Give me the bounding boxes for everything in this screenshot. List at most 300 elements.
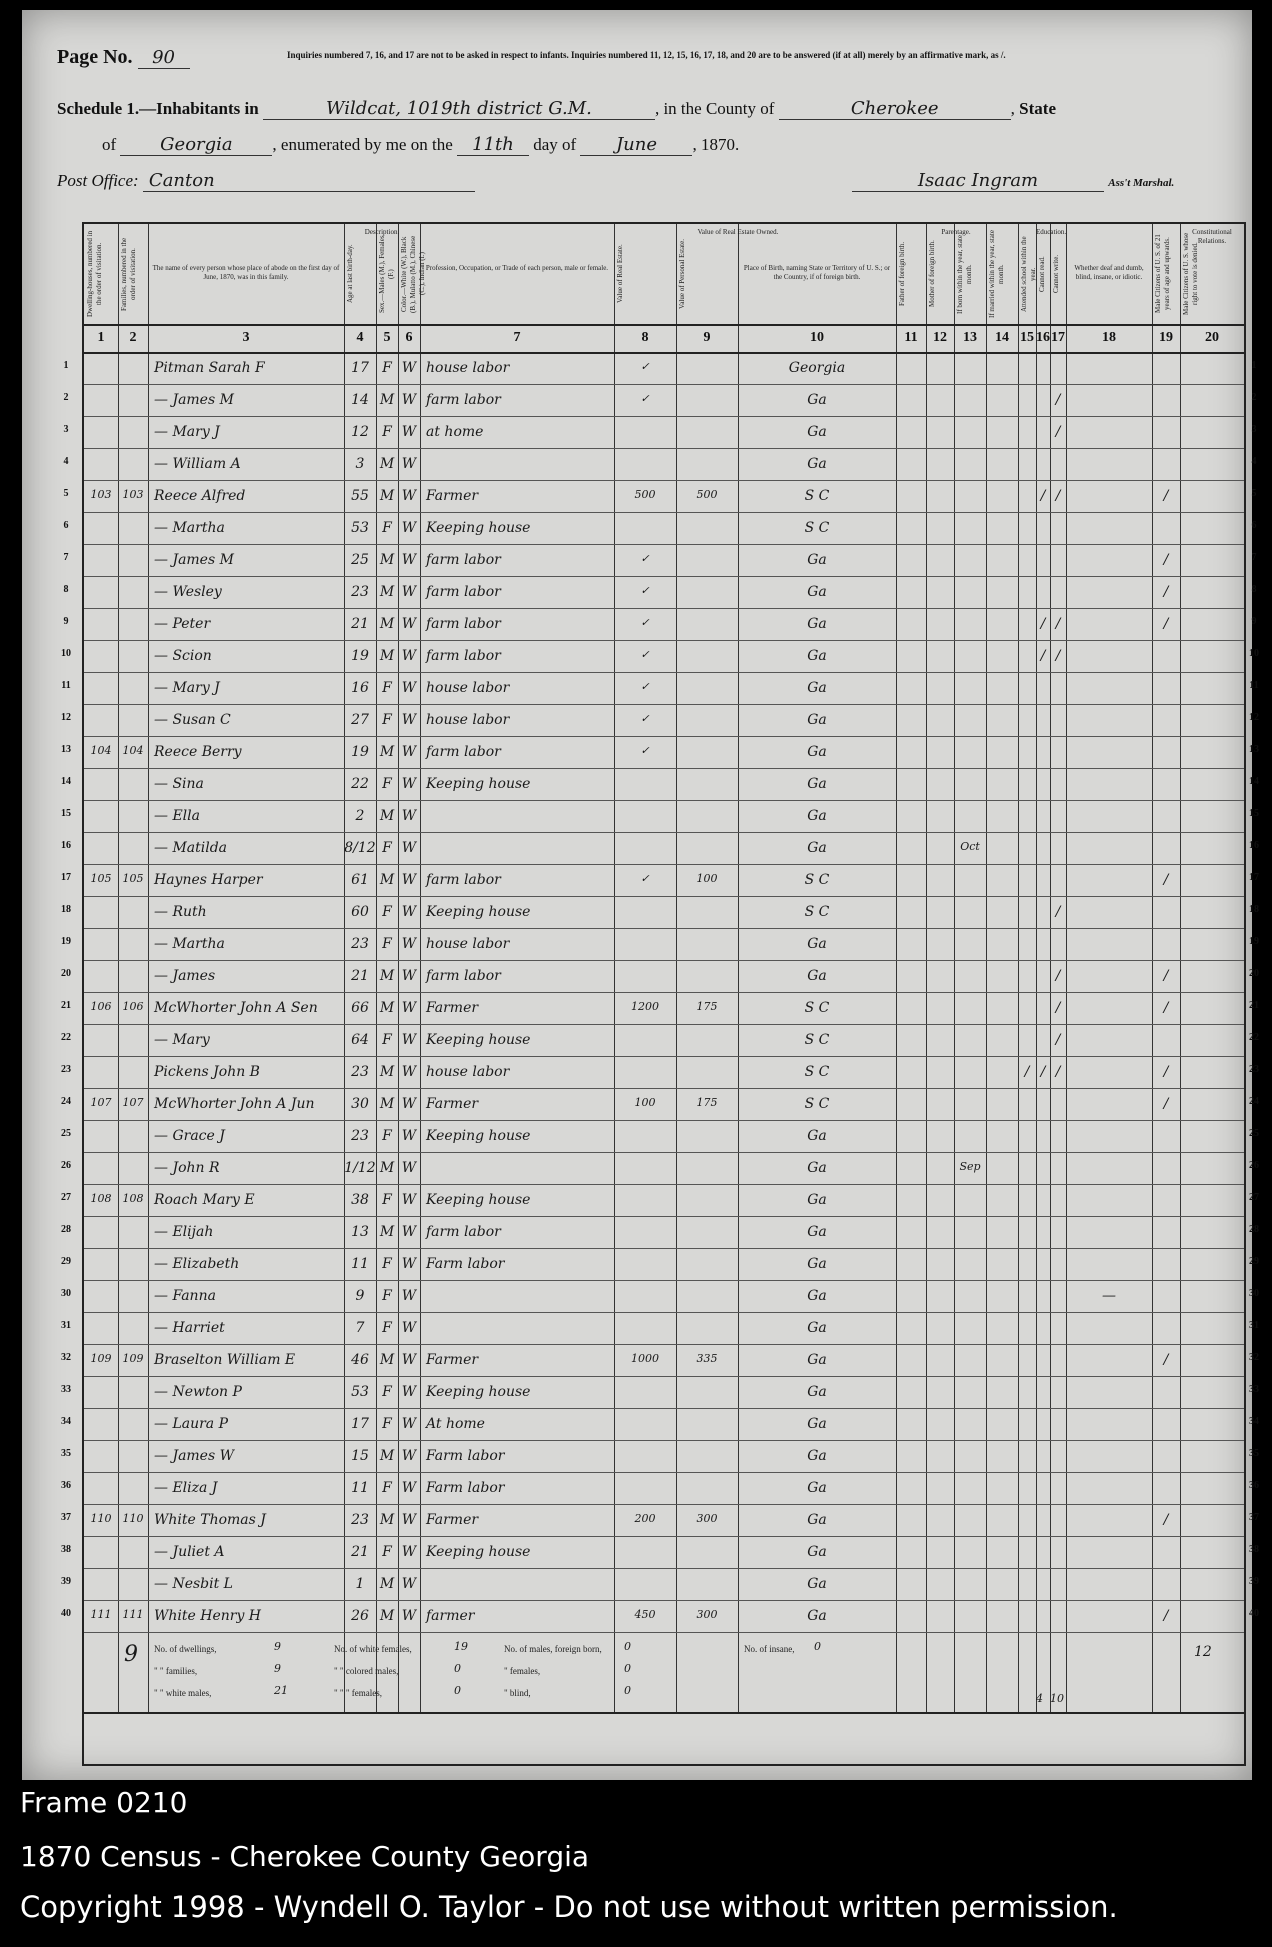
cell-occ: Farmer — [426, 488, 479, 504]
line-number-left: 19 — [61, 936, 71, 947]
row-divider — [84, 672, 1244, 673]
cell-name: Pitman Sarah F — [154, 360, 265, 376]
line-number-right: 2 — [1251, 392, 1257, 403]
cell-re: ✓ — [640, 616, 650, 629]
row-divider — [84, 1440, 1244, 1441]
summary-label: " females, — [504, 1666, 541, 1676]
cell-age: 9 — [355, 1288, 365, 1304]
line-number-right: 9 — [1251, 616, 1257, 627]
cell-sex: F — [382, 1032, 392, 1048]
row-divider — [84, 1472, 1244, 1473]
cell-birth: Ga — [807, 424, 827, 440]
column-header-12: Mother of foreign birth. — [928, 240, 936, 308]
row-divider — [84, 384, 1244, 385]
column-header-3: The name of every person whose place of abode on the first day of June, 1870, was in this family. — [152, 264, 340, 281]
frame-caption: Frame 0210 — [20, 1786, 188, 1819]
line-number-right: 19 — [1249, 936, 1259, 947]
line-number-right: 26 — [1249, 1160, 1259, 1171]
line-number-left: 16 — [61, 840, 71, 851]
cell-color: W — [401, 1416, 417, 1432]
insane-value: 0 — [814, 1640, 821, 1653]
cell-occ: Keeping house — [426, 1384, 531, 1400]
cell-age: 23 — [351, 1064, 369, 1080]
row-divider — [84, 768, 1244, 769]
line-number-left: 6 — [63, 520, 69, 531]
line-number-right: 39 — [1249, 1576, 1259, 1587]
column-header-18: Whether deaf and dumb, blind, insane, or idiotic. — [1074, 264, 1144, 281]
line-number-left: 29 — [61, 1256, 71, 1267]
cell-sex: M — [379, 1096, 395, 1112]
line-number-left: 37 — [61, 1512, 71, 1523]
line-number-left: 4 — [63, 456, 69, 467]
cell-age: 26 — [351, 1608, 369, 1624]
cell-c16: / — [1040, 648, 1046, 664]
cell-c13: Oct — [960, 840, 980, 853]
cell-occ: farm labor — [426, 744, 501, 760]
line-number-left: 12 — [61, 712, 71, 723]
cell-name: — Scion — [154, 648, 212, 664]
post-office-label: Post Office: — [57, 171, 139, 190]
cell-pe: 335 — [696, 1352, 718, 1365]
line-number-right: 1 — [1251, 360, 1257, 371]
cell-occ: Keeping house — [426, 1032, 531, 1048]
cell-occ: at home — [426, 424, 484, 440]
line-number-left: 5 — [63, 488, 69, 499]
line-number-right: 17 — [1249, 872, 1259, 883]
cell-age: 16 — [351, 680, 369, 696]
cell-sex: M — [379, 456, 395, 472]
cell-name: — James M — [154, 552, 234, 568]
column-header-1: Dwelling-houses, numbered in the order of visitation. — [86, 230, 103, 318]
row-divider — [84, 1632, 1244, 1633]
column-number-16: 16 — [1036, 330, 1050, 345]
cell-c17: / — [1055, 392, 1061, 408]
line-number-left: 40 — [61, 1608, 71, 1619]
cell-name: — Ella — [154, 808, 200, 824]
group-header-education: Education. — [1036, 228, 1067, 236]
cell-occ: Keeping house — [426, 1128, 531, 1144]
cell-c13: Sep — [959, 1160, 981, 1173]
cell-re: ✓ — [640, 872, 650, 885]
cell-name: Haynes Harper — [154, 872, 263, 888]
row-divider — [84, 1152, 1244, 1153]
cell-color: W — [401, 776, 417, 792]
cell-age: 2 — [355, 808, 365, 824]
cell-birth: Ga — [807, 1512, 827, 1528]
marshal-line — [852, 170, 1174, 192]
cell-color: W — [401, 680, 417, 696]
cell-name: — Juliet A — [154, 1544, 225, 1560]
row-divider — [84, 1600, 1244, 1601]
summary-value: 0 — [454, 1684, 461, 1697]
cell-re: ✓ — [640, 584, 650, 597]
row-divider — [84, 1344, 1244, 1345]
line-number-right: 29 — [1249, 1256, 1259, 1267]
cell-name: — Elizabeth — [154, 1256, 240, 1272]
cell-birth: Ga — [807, 1256, 827, 1272]
cell-re: ✓ — [640, 552, 650, 565]
cell-occ: farm labor — [426, 968, 501, 984]
cell-fam: 110 — [122, 1512, 144, 1525]
line-number-left: 26 — [61, 1160, 71, 1171]
cell-color: W — [401, 1480, 417, 1496]
line-number-right: 24 — [1249, 1096, 1259, 1107]
cell-age: 11 — [351, 1480, 369, 1496]
insane-label: No. of insane, — [744, 1644, 795, 1654]
line-number-right: 14 — [1249, 776, 1259, 787]
cell-sex: F — [382, 1288, 392, 1304]
cell-color: W — [401, 1192, 417, 1208]
state-value: Georgia — [120, 134, 272, 156]
summary-value: 0 — [624, 1662, 631, 1675]
row-divider — [84, 1024, 1244, 1025]
cell-sex: F — [382, 1256, 392, 1272]
cell-dw: 105 — [90, 872, 112, 885]
cell-color: W — [401, 968, 417, 984]
column-header-9: Value of Personal Estate. — [678, 239, 686, 309]
cell-name: — Fanna — [154, 1288, 216, 1304]
cell-re: 100 — [634, 1096, 656, 1109]
cell-color: W — [401, 488, 417, 504]
cell-birth: S C — [804, 1000, 830, 1016]
cell-pe: 175 — [696, 1096, 718, 1109]
cell-fam: 103 — [122, 488, 144, 501]
line-number-right: 20 — [1249, 968, 1259, 979]
summary-label: " " colored males, — [334, 1666, 399, 1676]
cell-birth: S C — [804, 520, 830, 536]
cell-age: 11 — [351, 1256, 369, 1272]
cell-birth: Ga — [807, 776, 827, 792]
line-number-left: 17 — [61, 872, 71, 883]
cell-color: W — [401, 584, 417, 600]
line-number-left: 9 — [63, 616, 69, 627]
summary-divider — [84, 1712, 1244, 1714]
cell-re: ✓ — [640, 712, 650, 725]
cell-age: 17 — [351, 360, 369, 376]
cell-name: — Martha — [154, 936, 225, 952]
cell-age: 19 — [351, 744, 369, 760]
cell-age: 22 — [351, 776, 369, 792]
cell-occ: Farmer — [426, 1000, 479, 1016]
line-number-right: 25 — [1249, 1128, 1259, 1139]
cell-fam: 107 — [122, 1096, 144, 1109]
cell-age: 23 — [351, 584, 369, 600]
enumerated-label: enumerated by me on the — [280, 135, 453, 154]
cell-name: — Matilda — [154, 840, 228, 856]
cell-birth: Ga — [807, 1448, 827, 1464]
cell-sex: M — [379, 552, 395, 568]
column-header-19: Male Citizens of U. S. of 21 years of age and upwards. — [1154, 234, 1171, 314]
summary-mark: 9 — [124, 1642, 138, 1667]
cell-name: — Susan C — [154, 712, 231, 728]
summary-value: 0 — [624, 1640, 631, 1653]
cell-sex: M — [379, 808, 395, 824]
column-header-13: If born within the year, state month. — [956, 234, 973, 314]
cell-sex: M — [379, 1160, 395, 1176]
cell-age: 15 — [351, 1448, 369, 1464]
line-number-right: 27 — [1249, 1192, 1259, 1203]
column-number-3: 3 — [242, 330, 250, 345]
cell-name: Braselton William E — [154, 1352, 296, 1368]
cell-occ: farm labor — [426, 648, 501, 664]
cell-c15: / — [1024, 1064, 1030, 1080]
cell-name: — Laura P — [154, 1416, 229, 1432]
line-number-left: 27 — [61, 1192, 71, 1203]
cell-occ: Farm labor — [426, 1256, 505, 1272]
cell-name: — John R — [154, 1160, 220, 1176]
col17-total: 10 — [1050, 1692, 1064, 1705]
summary-value: 19 — [454, 1640, 468, 1653]
cell-sex: F — [382, 360, 392, 376]
row-divider — [84, 544, 1244, 545]
post-office-line — [57, 170, 475, 192]
cell-fam: 105 — [122, 872, 144, 885]
cell-age: 1/12 — [344, 1160, 376, 1176]
column-header-5: Sex.—Males (M.), Females (F.) — [378, 235, 395, 313]
cell-color: W — [401, 1032, 417, 1048]
cell-birth: S C — [804, 1064, 830, 1080]
cell-re: ✓ — [640, 680, 650, 693]
row-divider — [84, 1536, 1244, 1537]
cell-birth: Ga — [807, 1288, 827, 1304]
cell-fam: 111 — [122, 1608, 144, 1621]
cell-sex: F — [382, 1480, 392, 1496]
row-divider — [84, 832, 1244, 833]
row-divider — [84, 512, 1244, 513]
census-table — [82, 222, 1246, 1766]
column-header-17: Cannot write. — [1052, 254, 1060, 294]
cell-name: — Sina — [154, 776, 204, 792]
cell-c19: / — [1163, 1352, 1169, 1368]
cell-name: — Ruth — [154, 904, 207, 920]
row-divider — [84, 1184, 1244, 1185]
cell-color: W — [401, 808, 417, 824]
cell-name: — James W — [154, 1448, 234, 1464]
group-header-parentage: Parentage. — [941, 228, 971, 236]
cell-color: W — [401, 1256, 417, 1272]
cell-color: W — [401, 1384, 417, 1400]
cell-birth: Ga — [807, 616, 827, 632]
cell-c19: / — [1163, 1000, 1169, 1016]
row-divider — [84, 736, 1244, 737]
cell-age: 17 — [351, 1416, 369, 1432]
day-of-label: day of — [533, 135, 577, 154]
cell-age: 7 — [355, 1320, 365, 1336]
cell-sex: M — [379, 616, 395, 632]
cell-sex: F — [382, 1320, 392, 1336]
column-number-2: 2 — [129, 330, 137, 345]
county-value: Cherokee — [779, 98, 1011, 120]
row-divider — [84, 1312, 1244, 1313]
line-number-left: 25 — [61, 1128, 71, 1139]
cell-sex: M — [379, 648, 395, 664]
cell-c18: — — [1102, 1288, 1116, 1304]
schedule-label: Schedule 1.—Inhabitants in — [57, 99, 259, 118]
cell-c19: / — [1163, 552, 1169, 568]
summary-label: No. of white females, — [334, 1644, 412, 1654]
cell-name: — Wesley — [154, 584, 222, 600]
cell-sex: F — [382, 1128, 392, 1144]
cell-c17: / — [1055, 1000, 1061, 1016]
cell-color: W — [401, 1160, 417, 1176]
row-divider — [84, 576, 1244, 577]
cell-color: W — [401, 616, 417, 632]
line-number-left: 39 — [61, 1576, 71, 1587]
cell-age: 53 — [351, 1384, 369, 1400]
line-number-left: 31 — [61, 1320, 71, 1331]
cell-age: 46 — [351, 1352, 369, 1368]
cell-c17: / — [1055, 488, 1061, 504]
cell-birth: Ga — [807, 712, 827, 728]
summary-value: 0 — [624, 1684, 631, 1697]
cell-re: ✓ — [640, 392, 650, 405]
cell-birth: S C — [804, 904, 830, 920]
line-number-right: 13 — [1249, 744, 1259, 755]
column-number-13: 13 — [963, 330, 977, 345]
cell-age: 23 — [351, 1512, 369, 1528]
cell-name: — William A — [154, 456, 241, 472]
cell-color: W — [401, 1320, 417, 1336]
cell-sex: F — [382, 1384, 392, 1400]
row-divider — [84, 992, 1244, 993]
cell-color: W — [401, 1544, 417, 1560]
cell-color: W — [401, 904, 417, 920]
column-number-20: 20 — [1205, 330, 1219, 345]
cell-fam: 104 — [122, 744, 144, 757]
cell-color: W — [401, 520, 417, 536]
cell-occ: Keeping house — [426, 520, 531, 536]
row-divider — [84, 448, 1244, 449]
cell-sex: M — [379, 872, 395, 888]
cell-age: 25 — [351, 552, 369, 568]
state-label: State — [1019, 99, 1056, 118]
summary-label: " " " females, — [334, 1688, 383, 1698]
cell-occ: house labor — [426, 936, 510, 952]
line-number-right: 8 — [1251, 584, 1257, 595]
cell-c19: / — [1163, 488, 1169, 504]
cell-color: W — [401, 1096, 417, 1112]
column-header-4: Age at last birth-day. — [346, 244, 354, 304]
row-divider — [84, 608, 1244, 609]
census-sheet — [22, 10, 1259, 1780]
line-number-left: 13 — [61, 744, 71, 755]
cell-re: ✓ — [640, 744, 650, 757]
line-number-right: 21 — [1249, 1000, 1259, 1011]
line-number-left: 1 — [63, 360, 69, 371]
cell-occ: house labor — [426, 360, 510, 376]
cell-occ: house labor — [426, 680, 510, 696]
line-number-right: 30 — [1249, 1288, 1259, 1299]
cell-birth: Ga — [807, 1224, 827, 1240]
cell-birth: S C — [804, 872, 830, 888]
line-number-right: 10 — [1249, 648, 1259, 659]
cell-birth: Ga — [807, 808, 827, 824]
cell-name: White Henry H — [154, 1608, 262, 1624]
cell-occ: house labor — [426, 712, 510, 728]
row-divider — [84, 1504, 1244, 1505]
cell-color: W — [401, 360, 417, 376]
cell-birth: Ga — [807, 1128, 827, 1144]
line-number-right: 18 — [1249, 904, 1259, 915]
column-header-14: If married within the year, state month. — [988, 230, 1005, 318]
cell-birth: Ga — [807, 456, 827, 472]
cell-color: W — [401, 1064, 417, 1080]
cell-age: 53 — [351, 520, 369, 536]
cell-sex: F — [382, 936, 392, 952]
cell-re: ✓ — [640, 648, 650, 661]
cell-color: W — [401, 392, 417, 408]
cell-color: W — [401, 456, 417, 472]
cell-name: — Newton P — [154, 1384, 242, 1400]
cell-pe: 500 — [696, 488, 718, 501]
cell-name: — Peter — [154, 616, 211, 632]
cell-age: 23 — [351, 936, 369, 952]
title-caption: 1870 Census - Cherokee County Georgia — [20, 1840, 590, 1873]
cell-c17: / — [1055, 904, 1061, 920]
cell-sex: F — [382, 840, 392, 856]
cell-color: W — [401, 712, 417, 728]
cell-birth: Ga — [807, 584, 827, 600]
cell-re: 1000 — [631, 1352, 659, 1365]
column-header-8: Value of Real Estate. — [616, 244, 624, 304]
column-number-4: 4 — [356, 330, 364, 345]
cell-c17: / — [1055, 648, 1061, 664]
line-number-right: 33 — [1249, 1384, 1259, 1395]
cell-age: 8/12 — [344, 840, 376, 856]
cell-name: — James — [154, 968, 216, 984]
cell-age: 23 — [351, 1128, 369, 1144]
cell-name: Pickens John B — [154, 1064, 260, 1080]
line-number-left: 30 — [61, 1288, 71, 1299]
cell-c16: / — [1040, 488, 1046, 504]
line-number-left: 10 — [61, 648, 71, 659]
cell-c17: / — [1055, 424, 1061, 440]
line-number-left: 14 — [61, 776, 71, 787]
cell-sex: F — [382, 680, 392, 696]
cell-sex: M — [379, 1608, 395, 1624]
cell-age: 27 — [351, 712, 369, 728]
line-number-left: 24 — [61, 1096, 71, 1107]
row-divider — [84, 864, 1244, 865]
line-number-left: 8 — [63, 584, 69, 595]
cell-sex: F — [382, 1192, 392, 1208]
cell-c17: / — [1055, 1064, 1061, 1080]
cell-age: 21 — [351, 616, 369, 632]
cell-name: Reece Alfred — [154, 488, 246, 504]
cell-c17: / — [1055, 968, 1061, 984]
cell-birth: Ga — [807, 680, 827, 696]
column-number-7: 7 — [513, 330, 521, 345]
cell-sex: M — [379, 1576, 395, 1592]
line-number-right: 11 — [1249, 680, 1259, 691]
cell-sex: F — [382, 520, 392, 536]
cell-age: 12 — [351, 424, 369, 440]
cell-color: W — [401, 1512, 417, 1528]
column-header-15: Attended school within the year. — [1020, 236, 1037, 312]
cell-fam: 109 — [122, 1352, 144, 1365]
line-number-right: 31 — [1249, 1320, 1259, 1331]
summary-value: 9 — [274, 1662, 281, 1675]
cell-pe: 175 — [696, 1000, 718, 1013]
cell-name: Roach Mary E — [154, 1192, 255, 1208]
cell-occ: farm labor — [426, 1224, 501, 1240]
cell-age: 66 — [351, 1000, 369, 1016]
cell-re: 500 — [634, 488, 656, 501]
cell-sex: M — [379, 488, 395, 504]
cell-birth: Ga — [807, 1192, 827, 1208]
cell-sex: F — [382, 712, 392, 728]
cell-birth: Ga — [807, 552, 827, 568]
